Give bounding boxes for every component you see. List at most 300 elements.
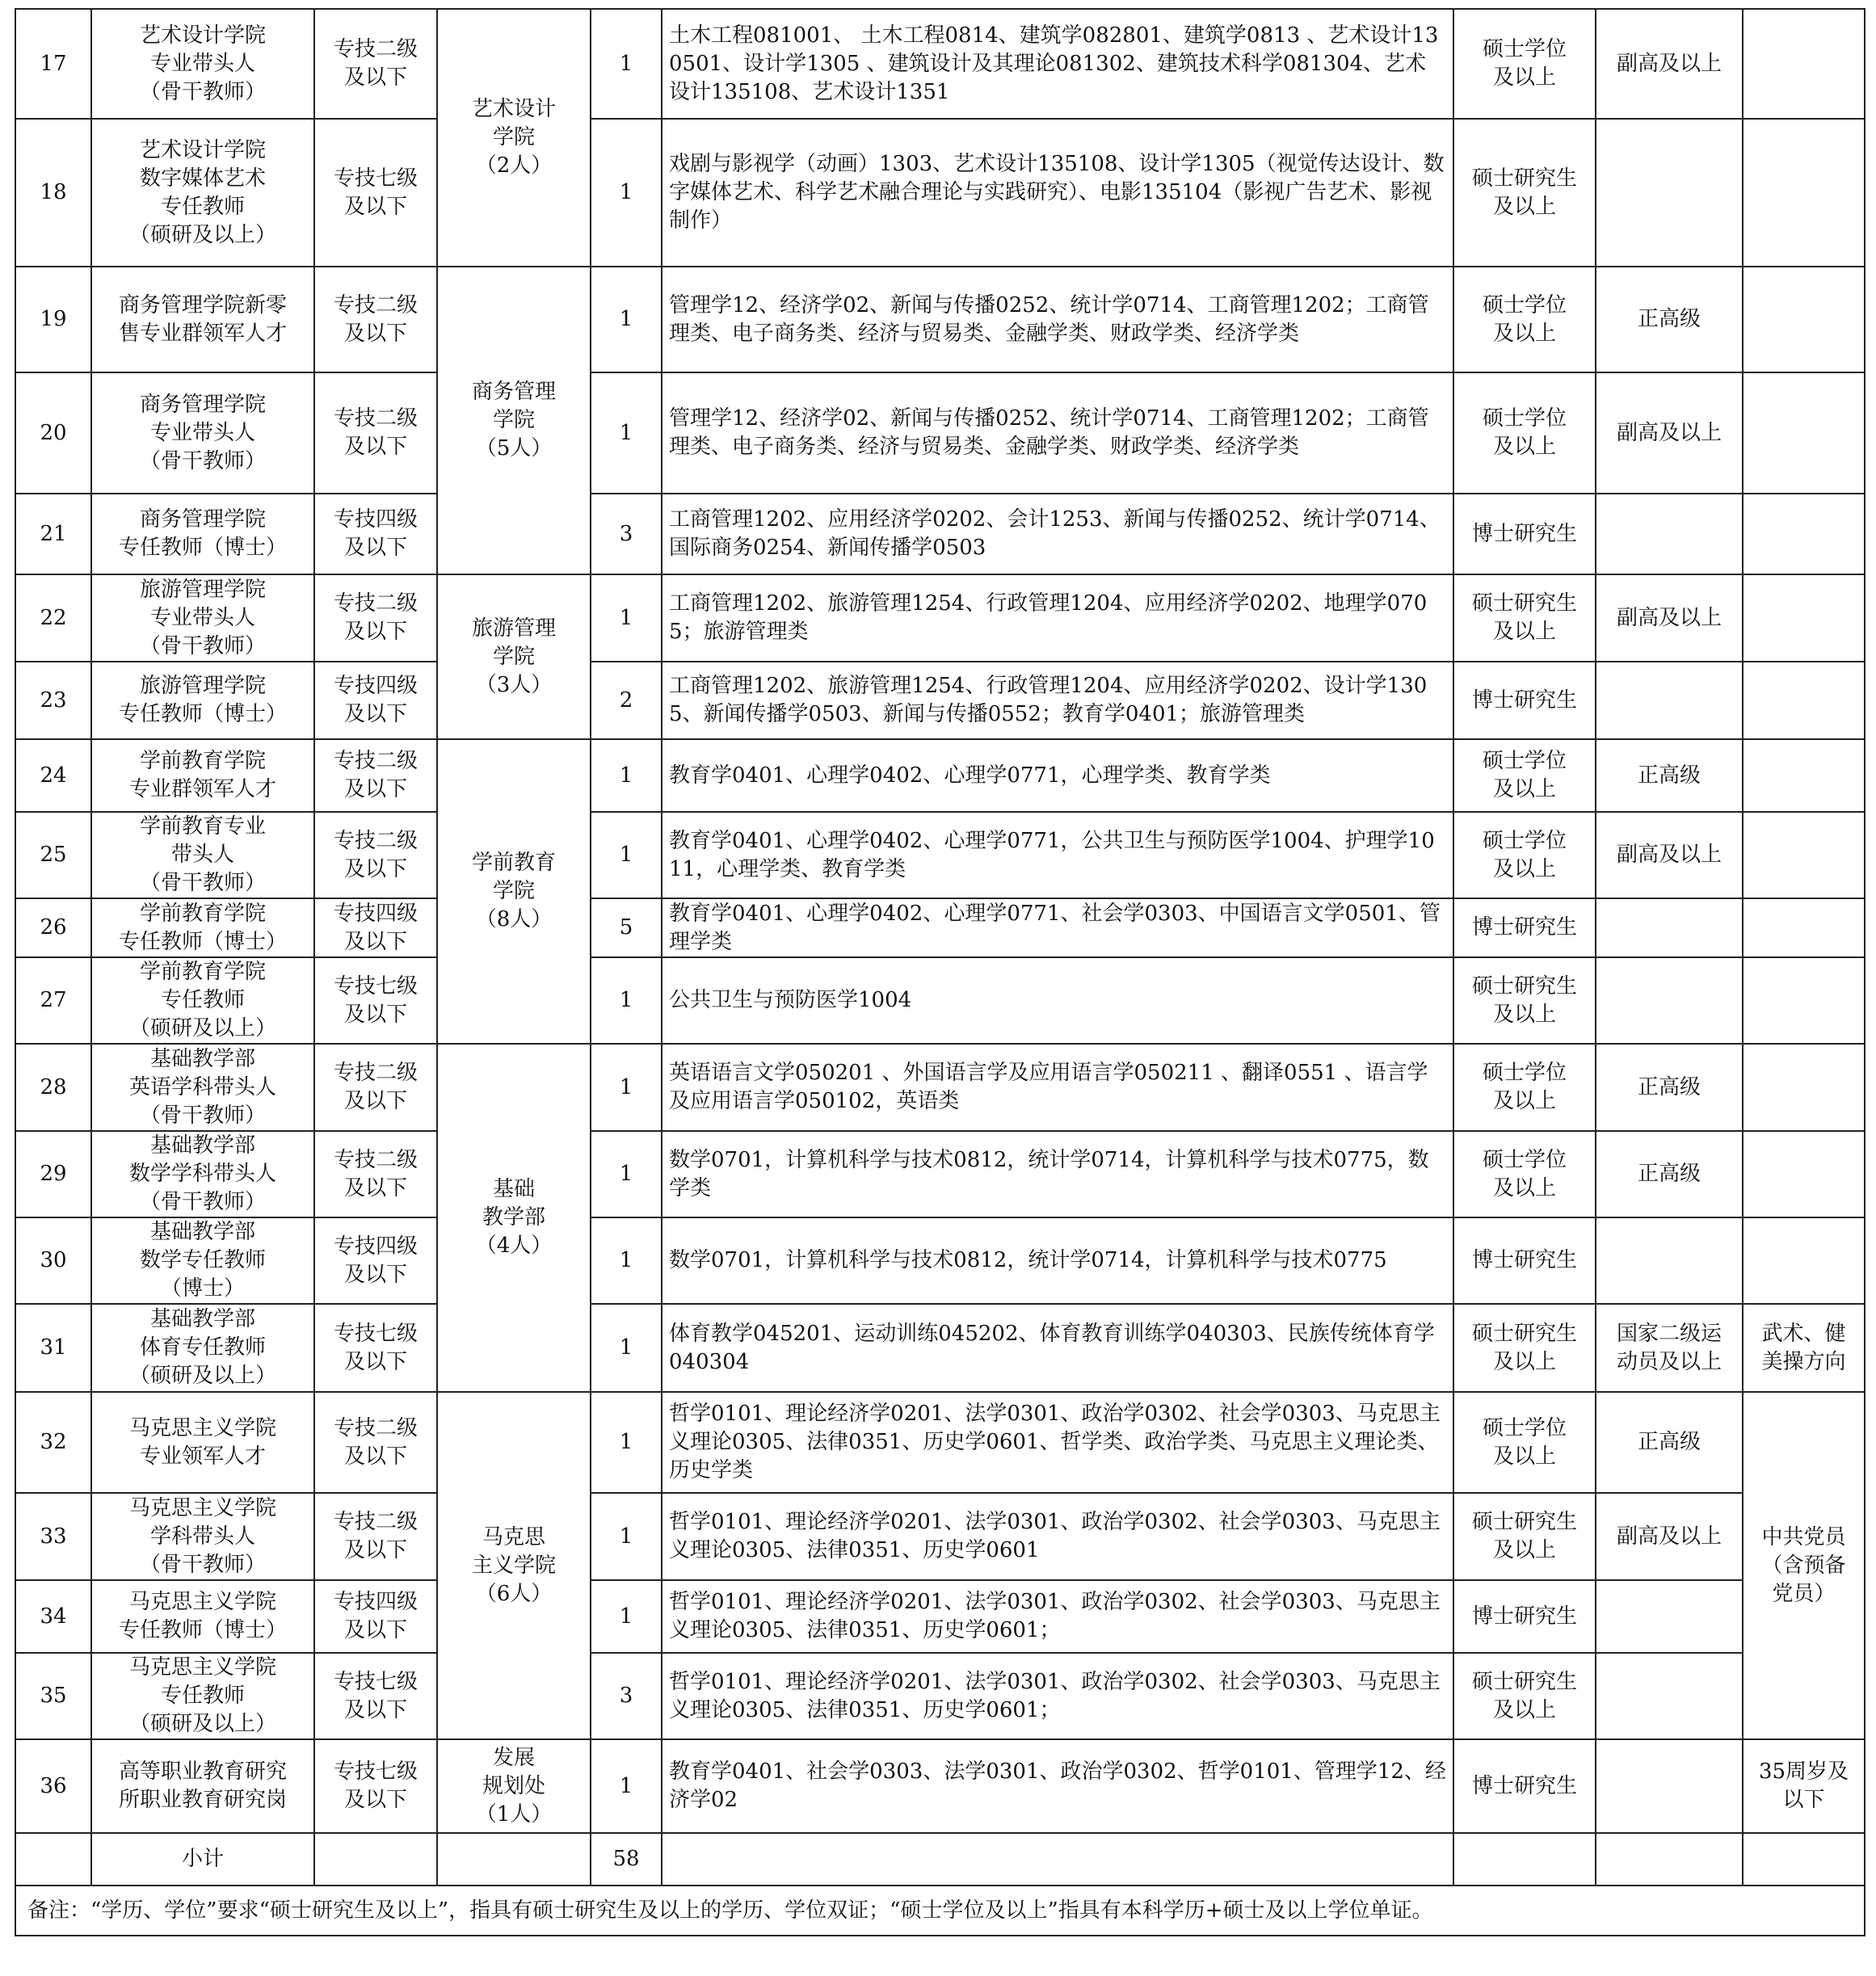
title-requirement	[1596, 372, 1743, 494]
other-requirement	[1743, 1304, 1865, 1392]
post-level-line: 专技七级	[333, 1759, 418, 1784]
row-number: 32	[15, 1392, 91, 1493]
title-requirement	[1596, 1392, 1743, 1493]
recruitment-table	[15, 8, 1865, 1936]
post-name-line: 数学学科带头人	[128, 1162, 276, 1186]
post-level-line: 专技四级	[333, 674, 418, 698]
post-name-line: （骨干教师）	[139, 448, 266, 473]
subtotal-blank	[437, 1833, 591, 1886]
other-requirement	[1743, 1739, 1865, 1833]
post-name	[91, 9, 314, 119]
title-requirement-line: 正高级	[1637, 1074, 1701, 1099]
post-name-line: 专任教师	[160, 194, 245, 219]
post-name-line: 数字媒体艺术	[139, 166, 266, 191]
table-row	[15, 739, 1865, 812]
post-level-line: 及以下	[343, 1697, 407, 1722]
education-requirement	[1453, 1653, 1596, 1739]
post-name-line: 数学专任教师	[139, 1248, 266, 1272]
post-name-line: 专业带头人	[149, 51, 255, 76]
post-level-line: 及以下	[343, 929, 407, 954]
post-level-line: 及以下	[343, 1788, 407, 1812]
department-line: 基础	[492, 1177, 535, 1201]
table-row	[15, 1653, 1865, 1739]
headcount: 1	[591, 812, 662, 898]
table-row	[15, 1493, 1865, 1580]
other-requirement-line: （含预备	[1761, 1553, 1846, 1578]
post-name-line: 英语学科带头人	[128, 1074, 276, 1099]
post-name	[91, 574, 314, 662]
post-level	[314, 1493, 437, 1580]
title-requirement-line: 副高及以上	[1616, 51, 1722, 76]
table-row	[15, 372, 1865, 494]
title-requirement-line: 动员及以上	[1616, 1349, 1722, 1374]
post-name-line: 基础教学部	[149, 1307, 255, 1331]
post-level-line: 专技二级	[333, 1510, 418, 1534]
title-requirement	[1596, 1131, 1743, 1217]
department	[437, 574, 591, 739]
post-level-line: 及以下	[343, 1002, 407, 1027]
other-requirement-line: 武术、健	[1761, 1321, 1846, 1346]
other-requirement	[1743, 119, 1865, 267]
major-requirement: 数学0701，计算机科学与技术0812，统计学0714，计算机科学与技术0775	[662, 1217, 1453, 1304]
post-level-line: 及以下	[343, 321, 407, 346]
other-requirement	[1743, 1392, 1865, 1739]
department-line: 教学部	[482, 1205, 545, 1230]
post-name-line: 基础教学部	[149, 1133, 255, 1158]
post-level-line: 及以下	[343, 1618, 407, 1642]
education-requirement	[1453, 957, 1596, 1044]
post-name	[91, 1217, 314, 1304]
department-line: 规划处	[482, 1773, 545, 1798]
major-requirement: 体育教学045201、运动训练045202、体育教育训练学040303、民族传统体育学040304	[662, 1304, 1453, 1392]
subtotal-blank	[662, 1833, 1453, 1886]
department-line: （1人）	[475, 1802, 553, 1827]
post-level	[314, 1739, 437, 1833]
title-requirement-line: 副高及以上	[1616, 605, 1722, 630]
other-requirement	[1743, 494, 1865, 574]
post-name	[91, 1653, 314, 1739]
post-name-line: 专任教师	[160, 1684, 245, 1708]
education-requirement	[1453, 1493, 1596, 1580]
title-requirement	[1596, 267, 1743, 372]
title-requirement	[1596, 1653, 1743, 1739]
post-name-line: 马克思主义学院	[128, 1415, 276, 1440]
post-name-line: （博士）	[160, 1276, 245, 1301]
major-requirement: 英语语言文学050201 、外国语言学及应用语言学050211 、翻译0551 、语言学及应用语言学050102，英语类	[662, 1044, 1453, 1131]
education-requirement	[1453, 119, 1596, 267]
post-level-line: 及以下	[343, 702, 407, 726]
headcount: 2	[591, 662, 662, 739]
education-requirement-line: 及以上	[1492, 1349, 1556, 1374]
education-requirement-line: 硕士研究生	[1471, 1669, 1577, 1694]
table-row	[15, 9, 1865, 119]
table-row	[15, 574, 1865, 662]
post-name-line: （硕研及以上）	[128, 1712, 276, 1736]
post-name-line: 学前教育学院	[139, 960, 266, 984]
post-name	[91, 662, 314, 739]
education-requirement	[1453, 1392, 1596, 1493]
other-requirement	[1743, 1217, 1865, 1304]
department	[437, 1044, 591, 1392]
subtotal-label: 小计	[91, 1833, 314, 1886]
post-level	[314, 9, 437, 119]
other-requirement	[1743, 574, 1865, 662]
post-level	[314, 898, 437, 957]
post-level-line: 专技四级	[333, 507, 418, 532]
post-level	[314, 1653, 437, 1739]
other-requirement	[1743, 662, 1865, 739]
post-level-line: 专技七级	[333, 166, 418, 191]
education-requirement-line: 硕士学位	[1482, 292, 1567, 317]
title-requirement	[1596, 898, 1743, 957]
education-requirement-line: 硕士学位	[1482, 37, 1567, 61]
post-level	[314, 957, 437, 1044]
title-requirement-line: 正高级	[1637, 1430, 1701, 1454]
department-line: 主义学院	[471, 1553, 556, 1578]
department-line: （2人）	[475, 153, 553, 178]
education-requirement	[1453, 574, 1596, 662]
post-level-line: 及以下	[343, 536, 407, 560]
post-level	[314, 1217, 437, 1304]
education-requirement-line: 博士研究生	[1471, 1604, 1577, 1629]
post-level-line: 及以下	[343, 65, 407, 90]
post-name-line: （硕研及以上）	[128, 1016, 276, 1041]
department-line: 学院	[492, 125, 535, 149]
subtotal-blank	[1743, 1833, 1865, 1886]
education-requirement	[1453, 1304, 1596, 1392]
headcount: 1	[591, 1580, 662, 1653]
subtotal-row	[15, 1833, 1865, 1886]
post-name-line: 马克思主义学院	[128, 1655, 276, 1680]
headcount: 1	[591, 1131, 662, 1217]
education-requirement	[1453, 812, 1596, 898]
post-name	[91, 1493, 314, 1580]
education-requirement-line: 及以上	[1492, 321, 1556, 346]
post-level-line: 专技二级	[333, 591, 418, 616]
post-level	[314, 267, 437, 372]
title-requirement	[1596, 739, 1743, 812]
headcount: 1	[591, 1304, 662, 1392]
post-level	[314, 1392, 437, 1493]
major-requirement: 土木工程081001、 土木工程0814、建筑学082801、建筑学0813 、艺术设计130501、设计学1305 、建筑设计及其理论081302、建筑技术科学081304、艺术设计135108、艺术设计1351	[662, 9, 1453, 119]
row-number: 20	[15, 372, 91, 494]
education-requirement-line: 硕士学位	[1482, 1415, 1567, 1440]
other-requirement	[1743, 898, 1865, 957]
headcount: 1	[591, 1044, 662, 1131]
major-requirement: 工商管理1202、旅游管理1254、行政管理1204、应用经济学0202、地理学0705；旅游管理类	[662, 574, 1453, 662]
post-level-line: 及以下	[343, 620, 407, 644]
row-number: 23	[15, 662, 91, 739]
post-name	[91, 812, 314, 898]
post-level-line: 专技二级	[333, 292, 418, 317]
post-level	[314, 574, 437, 662]
education-requirement-line: 硕士学位	[1482, 1147, 1567, 1172]
education-requirement-line: 硕士研究生	[1471, 166, 1577, 191]
post-name-line: 学前教育学院	[139, 901, 266, 926]
post-level-line: 专技四级	[333, 1234, 418, 1259]
post-name	[91, 957, 314, 1044]
education-requirement-line: 博士研究生	[1471, 521, 1577, 546]
subtotal-blank	[1596, 1833, 1743, 1886]
title-requirement	[1596, 574, 1743, 662]
department-line: 学院	[492, 644, 535, 669]
title-requirement-line: 正高级	[1637, 763, 1701, 788]
table-row	[15, 1131, 1865, 1217]
row-number: 29	[15, 1131, 91, 1217]
post-name	[91, 1044, 314, 1131]
education-requirement-line: 及以上	[1492, 1089, 1556, 1113]
post-level-line: 专技四级	[333, 1590, 418, 1614]
post-name	[91, 1739, 314, 1833]
post-name-line: （骨干教师）	[139, 1103, 266, 1128]
education-requirement-line: 硕士学位	[1482, 749, 1567, 773]
major-requirement: 公共卫生与预防医学1004	[662, 957, 1453, 1044]
education-requirement-line: 及以上	[1492, 194, 1556, 219]
education-requirement-line: 硕士学位	[1482, 828, 1567, 853]
headcount: 1	[591, 957, 662, 1044]
post-name-line: 专业带头人	[149, 605, 255, 630]
title-requirement	[1596, 494, 1743, 574]
title-requirement	[1596, 1044, 1743, 1131]
other-requirement	[1743, 1044, 1865, 1131]
table-row	[15, 494, 1865, 574]
education-requirement-line: 及以上	[1492, 620, 1556, 644]
major-requirement: 哲学0101、理论经济学0201、法学0301、政治学0302、社会学0303、马克思主义理论0305、法律0351、历史学0601；	[662, 1580, 1453, 1653]
post-name	[91, 1304, 314, 1392]
post-name	[91, 372, 314, 494]
education-requirement-line: 硕士学位	[1482, 406, 1567, 431]
post-name-line: 商务管理学院	[139, 507, 266, 532]
post-level-line: 及以下	[343, 435, 407, 459]
post-level	[314, 739, 437, 812]
education-requirement	[1453, 267, 1596, 372]
department	[437, 1392, 591, 1739]
row-number: 33	[15, 1493, 91, 1580]
headcount: 1	[591, 1217, 662, 1304]
education-requirement-line: 博士研究生	[1471, 1773, 1577, 1798]
table-row	[15, 267, 1865, 372]
title-requirement	[1596, 812, 1743, 898]
department-line: （3人）	[475, 672, 553, 697]
post-name-line: （硕研及以上）	[128, 1364, 276, 1388]
education-requirement	[1453, 898, 1596, 957]
post-name-line: 艺术设计学院	[139, 23, 266, 48]
post-level-line: 专技二级	[333, 1061, 418, 1085]
post-name-line: 专任教师（博士）	[118, 702, 287, 726]
department	[437, 739, 591, 1044]
other-requirement	[1743, 739, 1865, 812]
education-requirement	[1453, 1217, 1596, 1304]
post-name-line: 专任教师（博士）	[118, 929, 287, 954]
table-row	[15, 812, 1865, 898]
other-requirement	[1743, 1131, 1865, 1217]
row-number: 19	[15, 267, 91, 372]
headcount: 1	[591, 372, 662, 494]
post-name	[91, 1580, 314, 1653]
title-requirement-line: 正高级	[1637, 1162, 1701, 1186]
subtotal-blank	[1453, 1833, 1596, 1886]
education-requirement	[1453, 9, 1596, 119]
major-requirement: 管理学12、经济学02、新闻与传播0252、统计学0714、工商管理1202；工商管理类、电子商务类、经济与贸易类、金融学类、财政学类、经济学类	[662, 372, 1453, 494]
post-level-line: 专技二级	[333, 1415, 418, 1440]
headcount: 1	[591, 574, 662, 662]
education-requirement-line: 及以上	[1492, 1444, 1556, 1469]
headcount: 5	[591, 898, 662, 957]
post-level-line: 及以下	[343, 1175, 407, 1200]
major-requirement: 教育学0401、心理学0402、心理学0771、社会学0303、中国语言文学0501、管理学类	[662, 898, 1453, 957]
major-requirement: 工商管理1202、应用经济学0202、会计1253、新闻与传播0252、统计学0714、国际商务0254、新闻传播学0503	[662, 494, 1453, 574]
post-name-line: 高等职业教育研究	[118, 1759, 287, 1784]
education-requirement-line: 及以上	[1492, 1175, 1556, 1200]
post-level-line: 及以下	[343, 194, 407, 219]
title-requirement	[1596, 957, 1743, 1044]
major-requirement: 教育学0401、社会学0303、法学0301、政治学0302、哲学0101、管理学12、经济学02	[662, 1739, 1453, 1833]
post-name-line: 马克思主义学院	[128, 1590, 276, 1614]
department-line: （4人）	[475, 1234, 553, 1258]
table-note: 备注：“学历、学位”要求“硕士研究生及以上”，指具有硕士研究生及以上的学历、学位双证；“硕士学位及以上”指具有本科学历+硕士及以上学位单证。	[15, 1886, 1865, 1936]
education-requirement-line: 及以上	[1492, 1538, 1556, 1562]
department-line: （5人）	[475, 436, 553, 460]
post-name-line: 基础教学部	[149, 1046, 255, 1071]
education-requirement-line: 及以上	[1492, 65, 1556, 90]
department-line: 学前教育	[471, 851, 556, 875]
department	[437, 267, 591, 574]
post-level	[314, 1044, 437, 1131]
major-requirement: 哲学0101、理论经济学0201、法学0301、政治学0302、社会学0303、马克思主义理论0305、法律0351、历史学0601、哲学类、政治学类、马克思主义理论类、历史学类	[662, 1392, 1453, 1493]
row-number: 34	[15, 1580, 91, 1653]
other-requirement-line: 中共党员	[1761, 1524, 1846, 1549]
title-requirement	[1596, 662, 1743, 739]
post-level-line: 专技七级	[333, 973, 418, 999]
education-requirement-line: 博士研究生	[1471, 687, 1577, 713]
table-row	[15, 1044, 1865, 1131]
post-level-line: 专技二级	[333, 406, 418, 431]
post-level	[314, 662, 437, 739]
education-requirement	[1453, 1580, 1596, 1653]
post-name-line: 艺术设计学院	[139, 137, 266, 162]
post-level-line: 专技七级	[333, 1669, 418, 1694]
post-name-line: （骨干教师）	[139, 633, 266, 658]
post-level	[314, 812, 437, 898]
other-requirement	[1743, 9, 1865, 119]
education-requirement-line: 硕士研究生	[1471, 1510, 1577, 1534]
post-level-line: 专技四级	[333, 901, 418, 926]
major-requirement: 教育学0401、心理学0402、心理学0771，公共卫生与预防医学1004、护理学1011，心理学类、教育学类	[662, 812, 1453, 898]
post-name-line: （骨干教师）	[139, 1190, 266, 1214]
row-number: 26	[15, 898, 91, 957]
table-row	[15, 662, 1865, 739]
department-line: 学院	[492, 408, 535, 432]
education-requirement-line: 硕士研究生	[1471, 973, 1577, 999]
post-name-line: 学前教育专业	[139, 814, 266, 839]
headcount: 1	[591, 1739, 662, 1833]
education-requirement	[1453, 739, 1596, 812]
education-requirement-line: 博士研究生	[1471, 1248, 1577, 1272]
post-level-line: 及以下	[343, 1444, 407, 1469]
education-requirement	[1453, 494, 1596, 574]
education-requirement-line: 硕士研究生	[1471, 1321, 1577, 1346]
table-row	[15, 957, 1865, 1044]
note-row	[15, 1886, 1865, 1936]
headcount: 3	[591, 1653, 662, 1739]
education-requirement-line: 硕士研究生	[1471, 591, 1577, 616]
department-line: （8人）	[475, 907, 553, 931]
post-name-line: （硕研及以上）	[128, 222, 276, 247]
education-requirement	[1453, 662, 1596, 739]
major-requirement: 哲学0101、理论经济学0201、法学0301、政治学0302、社会学0303、马克思主义理论0305、法律0351、历史学0601；	[662, 1653, 1453, 1739]
row-number: 17	[15, 9, 91, 119]
post-level-line: 专技二级	[333, 1147, 418, 1172]
major-requirement: 戏剧与影视学（动画）1303、艺术设计135108、设计学1305（视觉传达设计、数字媒体艺术、科学艺术融合理论与实践研究）、电影135104（影视广告艺术、影视制作）	[662, 119, 1453, 267]
post-name-line: 学科带头人	[149, 1524, 255, 1549]
table-row	[15, 1739, 1865, 1833]
education-requirement	[1453, 1044, 1596, 1131]
row-number: 25	[15, 812, 91, 898]
post-name	[91, 739, 314, 812]
post-level	[314, 119, 437, 267]
table-row	[15, 1392, 1865, 1493]
department-line: （6人）	[475, 1581, 553, 1606]
post-name-line: 专业领军人才	[139, 1444, 266, 1469]
department-line: 发展	[492, 1745, 535, 1770]
post-level-line: 及以下	[343, 1538, 407, 1562]
department-line: 旅游管理	[471, 616, 556, 641]
table-row	[15, 1304, 1865, 1392]
department	[437, 9, 591, 267]
major-requirement: 数学0701，计算机科学与技术0812，统计学0714，计算机科学与技术0775，数学类	[662, 1131, 1453, 1217]
major-requirement: 教育学0401、心理学0402、心理学0771，心理学类、教育学类	[662, 739, 1453, 812]
table-row	[15, 1217, 1865, 1304]
title-requirement-line: 副高及以上	[1616, 1524, 1722, 1549]
post-name-line: 专业群领军人才	[128, 777, 276, 801]
row-number: 27	[15, 957, 91, 1044]
title-requirement	[1596, 119, 1743, 267]
headcount: 1	[591, 1493, 662, 1580]
education-requirement-line: 及以上	[1492, 1697, 1556, 1722]
row-number: 18	[15, 119, 91, 267]
major-requirement: 哲学0101、理论经济学0201、法学0301、政治学0302、社会学0303、马克思主义理论0305、法律0351、历史学0601	[662, 1493, 1453, 1580]
education-requirement-line: 及以上	[1492, 1002, 1556, 1027]
row-number: 22	[15, 574, 91, 662]
major-requirement: 工商管理1202、旅游管理1254、行政管理1204、应用经济学0202、设计学1305、新闻传播学0503、新闻与传播0552；教育学0401；旅游管理类	[662, 662, 1453, 739]
table-row	[15, 119, 1865, 267]
other-requirement	[1743, 267, 1865, 372]
subtotal-count: 58	[591, 1833, 662, 1886]
department-line: 学院	[492, 879, 535, 903]
other-requirement	[1743, 957, 1865, 1044]
headcount: 1	[591, 739, 662, 812]
post-name-line: 体育专任教师	[139, 1335, 266, 1360]
other-requirement-line: 35周岁及	[1758, 1759, 1849, 1784]
education-requirement-line: 及以上	[1492, 856, 1556, 881]
education-requirement	[1453, 1739, 1596, 1833]
post-name	[91, 494, 314, 574]
post-level-line: 专技二级	[333, 749, 418, 773]
post-level	[314, 372, 437, 494]
post-name	[91, 1392, 314, 1493]
post-name-line: （骨干教师）	[139, 79, 266, 104]
subtotal-blank	[15, 1833, 91, 1886]
post-name	[91, 1131, 314, 1217]
post-level-line: 及以下	[343, 1349, 407, 1374]
post-level-line: 专技二级	[333, 37, 418, 61]
table-row	[15, 898, 1865, 957]
row-number: 35	[15, 1653, 91, 1739]
subtotal-blank	[314, 1833, 437, 1886]
row-number: 31	[15, 1304, 91, 1392]
education-requirement-line: 硕士学位	[1482, 1061, 1567, 1085]
table-row	[15, 1580, 1865, 1653]
